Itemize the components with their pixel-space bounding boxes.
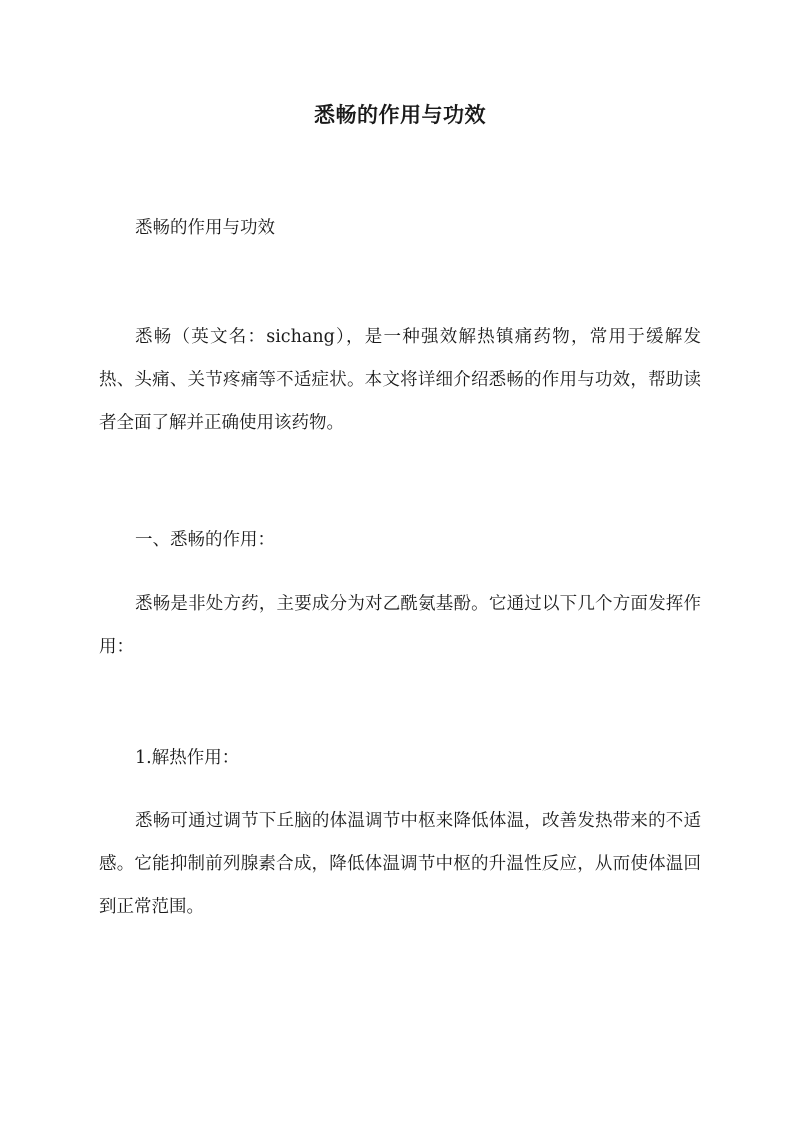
item-heading: 1.解热作用： — [135, 748, 240, 768]
intro-paragraph: 悉畅（英文名：sichang），是一种强效解热镇痛药物，常用于缓解发热、头痛、关节疼痛等不适症状。本文将详细介绍悉畅的作用与功效，帮助读者全面了解并正确使用该药物。 — [99, 327, 701, 433]
document-title: 悉畅的作用与功效 — [314, 102, 486, 127]
document-subtitle: 悉畅的作用与功效 — [135, 218, 275, 238]
section-paragraph: 悉畅是非处方药，主要成分为对乙酰氨基酚。它通过以下几个方面发挥作用： — [99, 594, 701, 657]
item-paragraph: 悉畅可通过调节下丘脑的体温调节中枢来降低体温，改善发热带来的不适感。它能抑制前列腺素合成，降低体温调节中枢的升温性反应，从而使体温回到正常范围。 — [99, 811, 701, 917]
section-heading: 一、悉畅的作用： — [135, 530, 275, 550]
